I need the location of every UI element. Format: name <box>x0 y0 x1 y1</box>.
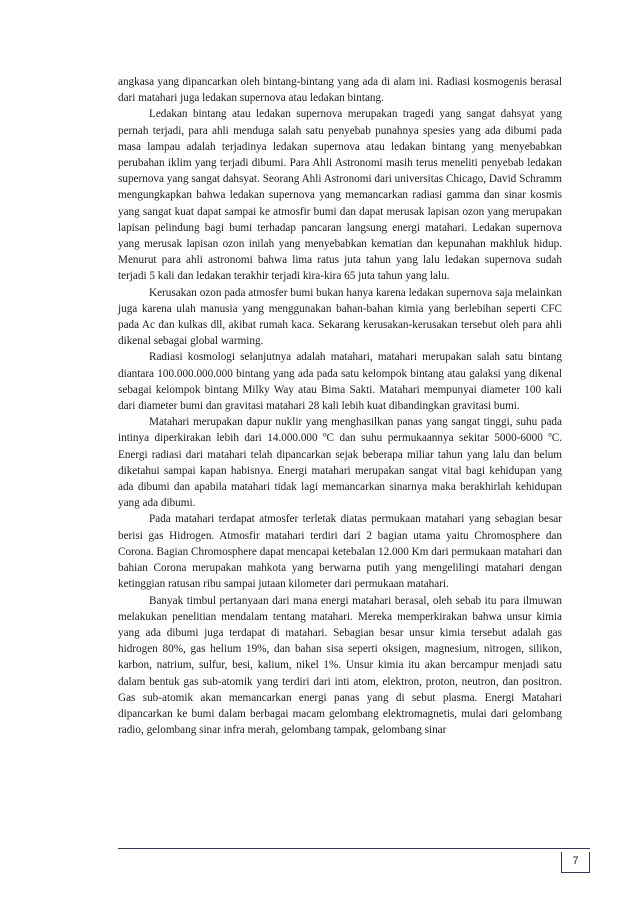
paragraph-nuclear: Matahari merupakan dapur nuklir yang menghasilkan panas yang sangat tinggi, suhu pada intinya diperkirakan lebih dari 14.000.000 ºC dan suhu permukaannya sekitar 5000-6000 ºC. Energi radiasi dari matahari telah dipancarkan sejak beberapa miliar tahun yang lalu dan belum diketahui sampai kapan habisnya. Energi matahari merupakan sangat vital bagi kehidupan yang ada dibumi dan apabila matahari tidak lagi memancarkan sinarnya maka berakhirlah kehidupan yang ada dibumi. <box>118 416 562 510</box>
page-number-box <box>561 852 590 873</box>
paragraph-ozone: Kerusakan ozon pada atmosfer bumi bukan hanya karena ledakan supernova saja melainkan juga karena ulah manusia yang menggunakan bahan-bahan kimia yang berlebihan seperti CFC pada Ac dan kulkas dll, akibat rumah kaca. Sekarang kerusakan-kerusakan tersebut oleh para ahli dikenal sebagai global warming. <box>118 286 562 348</box>
paragraph-energy-origin: Banyak timbul pertanyaan dari mana energi matahari berasal, oleh sebab itu para ilmuwan melakukan penelitian mendalam tentang matahari. Mereka memperkirakan bahwa unsur kimia yang ada dibumi juga terdapat di matahari. Sebagian besar unsur kimia tersebut adalah gas hidrogen 80%, gas helium 19%, dan bahan sisa seperti oksigen, magnesium, nitrogen, silikon, karbon, natrium, sulfur, besi, kalium, nikel 1%. Unsur kimia itu akan bercampur menjadi satu dalam bentuk gas sub-atomik yang terdiri dari inti atom, elektron, proton, neutron, dan positron. Gas sub-atomik akan memancarkan energi panas yang di sebut plasma. Energi Matahari dipancarkan ke bumi dalam berbagai macam gelombang elektromagnetis, mulai dari gelombang radio, gelombang sinar infra merah, gelombang tampak, gelombang sinar <box>118 594 562 737</box>
paragraph-atmosphere: Pada matahari terdapat atmosfer terletak diatas permukaan matahari yang sebagian besar berisi gas Hidrogen. Atmosfir matahari terdiri dari 2 bagian utama yaitu Chromosphere dan Corona. Bagian Chromosphere dapat mencapai ketebalan 12.000 Km dari permukaan matahari dan bahian Corona merupakan mahkota yang berwarna putih yang mengelilingi matahari dengan ketinggian ratusan ribu sampai jutaan kilometer dari permukaan matahari. <box>118 513 562 591</box>
footer-rule <box>118 848 590 849</box>
paragraph-radiation-sun: Radiasi kosmologi selanjutnya adalah matahari, matahari merupakan salah satu bintang diantara 100.000.000.000 bintang yang ada pada satu kelompok bintang atau galaksi yang dikenal sebagai kelompok bintang Milky Way atau Bima Sakti. Matahari mempunyai diameter 100 kali dari diameter bumi dan gravitasi matahari 28 kali lebih kuat dibandingkan gravitasi bumi. <box>118 351 562 413</box>
page-number: 7 <box>572 855 579 867</box>
paragraph-supernova: Ledakan bintang atau ledakan supernova merupakan tragedi yang sangat dahsyat yang pernah terjadi, para ahli menduga salah satu penyebab punahnya spesies yang ada dibumi pada masa lampau adalah terjadinya ledakan supernova atau ledakan bintang yang menyebabkan perubahan iklim yang terjadi dibumi. Para Ahli Astronomi masih terus meneliti penyebab ledakan supernova yang sangat dahsyat. Seorang Ahli Astronomi dari universitas Chicago, David Schramm mengungkapkan bahwa ledakan supernova yang memancarkan radiasi gamma dan sinar kosmis yang sangat kuat dapat sampai ke atmosfir bumi dan dapat merusak lapisan ozon yang merupakan lapisan pelindung bagi bumi terhadap pancaran langsung energi matahari. Ledakan supernova yang merusak lapisan ozon inilah yang menyebabkan kematian dan kepunahan makhluk hidup. Menurut para ahli astronomi bahwa lima ratus juta tahun yang lalu ledakan supernova sudah terjadi 5 kali dan ledakan terakhir terjadi kira-kira 65 juta tahun yang lalu. <box>118 108 562 283</box>
paragraph-continuation: angkasa yang dipancarkan oleh bintang-bintang yang ada di alam ini. Radiasi kosmogenis berasal dari matahari juga ledakan supernova atau ledakan bintang. <box>118 76 562 105</box>
body-text <box>118 74 562 738</box>
